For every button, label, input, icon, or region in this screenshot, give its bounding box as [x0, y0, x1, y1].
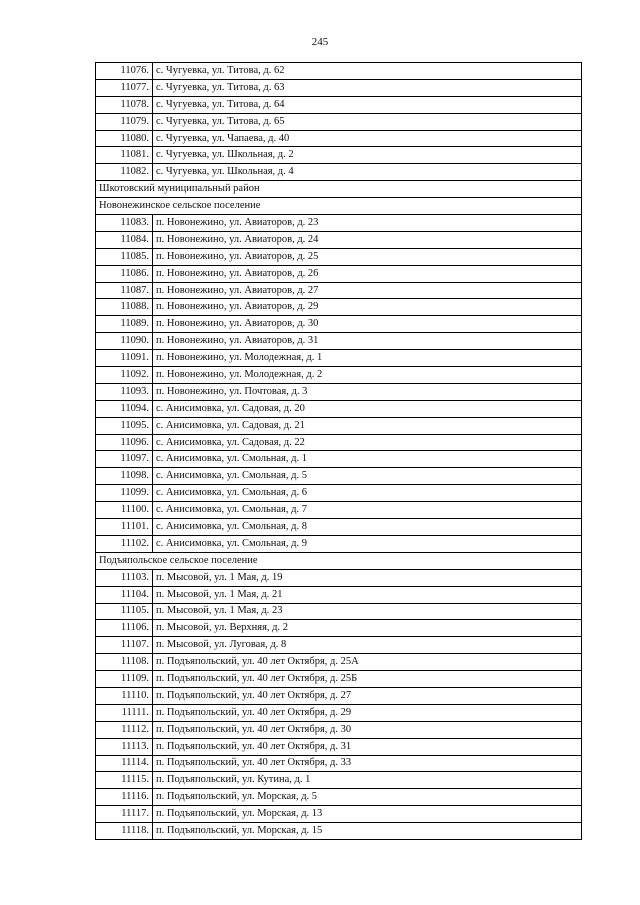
- row-address: п. Подъяпольский, ул. 40 лет Октября, д. 29: [153, 704, 582, 721]
- row-number: 11092.: [96, 367, 153, 384]
- table-row: [96, 96, 582, 113]
- row-address: п. Новонежино, ул. Авиаторов, д. 27: [153, 282, 582, 299]
- table-row: [96, 772, 582, 789]
- section-heading: Шкотовский муниципальный район: [96, 181, 582, 198]
- row-number: 11113.: [96, 738, 153, 755]
- row-address: с. Анисимовка, ул. Садовая, д. 22: [153, 434, 582, 451]
- row-address: п. Подъяпольский, ул. Морская, д. 15: [153, 823, 582, 840]
- row-number: 11079.: [96, 113, 153, 130]
- row-address: с. Анисимовка, ул. Садовая, д. 20: [153, 400, 582, 417]
- table-row: [96, 485, 582, 502]
- table-row: [96, 654, 582, 671]
- row-number: 11095.: [96, 417, 153, 434]
- table-row: [96, 299, 582, 316]
- table-row: [96, 63, 582, 80]
- row-number: 11106.: [96, 620, 153, 637]
- row-number: 11076.: [96, 63, 153, 80]
- table-row: [96, 569, 582, 586]
- row-address: п. Мысовой, ул. Верхняя, д. 2: [153, 620, 582, 637]
- table-row: [96, 130, 582, 147]
- table-row: [96, 248, 582, 265]
- row-address: с. Чугуевка, ул. Школьная, д. 4: [153, 164, 582, 181]
- row-number: 11100.: [96, 502, 153, 519]
- table-row: [96, 79, 582, 96]
- row-address: п. Подъяпольский, ул. 40 лет Октября, д. 33: [153, 755, 582, 772]
- row-address: п. Подъяпольский, ул. 40 лет Октября, д. 30: [153, 721, 582, 738]
- table-row: [96, 603, 582, 620]
- row-address: п. Мысовой, ул. 1 Мая, д. 19: [153, 569, 582, 586]
- row-address: с. Анисимовка, ул. Смольная, д. 8: [153, 519, 582, 536]
- row-number: 11091.: [96, 350, 153, 367]
- table-row: [96, 350, 582, 367]
- table-row: [96, 806, 582, 823]
- row-address: п. Новонежино, ул. Авиаторов, д. 25: [153, 248, 582, 265]
- table-row: [96, 637, 582, 654]
- table-row: [96, 367, 582, 384]
- table-row: [96, 417, 582, 434]
- table-row: [96, 282, 582, 299]
- row-number: 11096.: [96, 434, 153, 451]
- row-number: 11090.: [96, 333, 153, 350]
- row-address: п. Мысовой, ул. Луговая, д. 8: [153, 637, 582, 654]
- table-row: [96, 789, 582, 806]
- row-address: с. Анисимовка, ул. Смольная, д. 7: [153, 502, 582, 519]
- row-number: 11077.: [96, 79, 153, 96]
- row-number: 11099.: [96, 485, 153, 502]
- row-number: 11105.: [96, 603, 153, 620]
- row-address: с. Чугуевка, ул. Титова, д. 63: [153, 79, 582, 96]
- row-number: 11088.: [96, 299, 153, 316]
- row-number: 11117.: [96, 806, 153, 823]
- row-number: 11111.: [96, 704, 153, 721]
- row-number: 11087.: [96, 282, 153, 299]
- row-address: п. Подъяпольский, ул. Морская, д. 5: [153, 789, 582, 806]
- row-number: 11101.: [96, 519, 153, 536]
- row-address: с. Чугуевка, ул. Чапаева, д. 40: [153, 130, 582, 147]
- row-address: с. Анисимовка, ул. Смольная, д. 9: [153, 535, 582, 552]
- table-row: [96, 147, 582, 164]
- table-row: [96, 671, 582, 688]
- row-address: с. Чугуевка, ул. Титова, д. 62: [153, 63, 582, 80]
- row-address: п. Подъяпольский, ул. 40 лет Октября, д. 27: [153, 687, 582, 704]
- table-row: [96, 586, 582, 603]
- row-address: п. Мысовой, ул. 1 Мая, д. 21: [153, 586, 582, 603]
- row-number: 11084.: [96, 231, 153, 248]
- address-registry-table: [95, 62, 582, 840]
- row-number: 11080.: [96, 130, 153, 147]
- row-number: 11107.: [96, 637, 153, 654]
- row-number: 11116.: [96, 789, 153, 806]
- table-row: [96, 400, 582, 417]
- table-row: [96, 215, 582, 232]
- row-number: 11081.: [96, 147, 153, 164]
- row-address: с. Анисимовка, ул. Смольная, д. 6: [153, 485, 582, 502]
- table-row: [96, 535, 582, 552]
- row-address: п. Новонежино, ул. Молодежная, д. 1: [153, 350, 582, 367]
- row-address: п. Новонежино, ул. Авиаторов, д. 24: [153, 231, 582, 248]
- row-number: 11078.: [96, 96, 153, 113]
- row-number: 11114.: [96, 755, 153, 772]
- table-row: [96, 113, 582, 130]
- table-row: [96, 738, 582, 755]
- row-number: 11085.: [96, 248, 153, 265]
- row-number: 11097.: [96, 451, 153, 468]
- row-number: 11110.: [96, 687, 153, 704]
- table-row: [96, 164, 582, 181]
- section-heading: Подъяпольское сельское поселение: [96, 552, 582, 569]
- row-address: п. Новонежино, ул. Молодежная, д. 2: [153, 367, 582, 384]
- row-number: 11102.: [96, 535, 153, 552]
- table-row: [96, 704, 582, 721]
- section-row: [96, 181, 582, 198]
- row-number: 11093.: [96, 383, 153, 400]
- row-number: 11112.: [96, 721, 153, 738]
- row-number: 11108.: [96, 654, 153, 671]
- section-row: [96, 198, 582, 215]
- row-address: п. Новонежино, ул. Авиаторов, д. 26: [153, 265, 582, 282]
- row-address: с. Чугуевка, ул. Школьная, д. 2: [153, 147, 582, 164]
- table-row: [96, 316, 582, 333]
- table-row: [96, 823, 582, 840]
- row-address: п. Подъяпольский, ул. 40 лет Октября, д. 25А: [153, 654, 582, 671]
- row-address: п. Подъяпольский, ул. Морская, д. 13: [153, 806, 582, 823]
- table-row: [96, 519, 582, 536]
- row-address: с. Чугуевка, ул. Титова, д. 64: [153, 96, 582, 113]
- table-row: [96, 451, 582, 468]
- table-row: [96, 721, 582, 738]
- row-number: 11118.: [96, 823, 153, 840]
- row-address: п. Подъяпольский, ул. 40 лет Октября, д. 25Б: [153, 671, 582, 688]
- table-row: [96, 383, 582, 400]
- row-number: 11103.: [96, 569, 153, 586]
- section-heading: Новонежинское сельское поселение: [96, 198, 582, 215]
- row-number: 11104.: [96, 586, 153, 603]
- registry-body: [96, 63, 582, 840]
- row-address: п. Мысовой, ул. 1 Мая, д. 23: [153, 603, 582, 620]
- row-number: 11083.: [96, 215, 153, 232]
- row-number: 11089.: [96, 316, 153, 333]
- row-address: с. Анисимовка, ул. Смольная, д. 5: [153, 468, 582, 485]
- row-number: 11109.: [96, 671, 153, 688]
- row-address: п. Подъяпольский, ул. 40 лет Октября, д. 31: [153, 738, 582, 755]
- row-number: 11094.: [96, 400, 153, 417]
- row-address: с. Анисимовка, ул. Смольная, д. 1: [153, 451, 582, 468]
- row-address: п. Новонежино, ул. Авиаторов, д. 30: [153, 316, 582, 333]
- table-row: [96, 333, 582, 350]
- row-address: п. Новонежино, ул. Авиаторов, д. 29: [153, 299, 582, 316]
- row-address: п. Новонежино, ул. Почтовая, д. 3: [153, 383, 582, 400]
- table-row: [96, 231, 582, 248]
- row-address: п. Новонежино, ул. Авиаторов, д. 23: [153, 215, 582, 232]
- table-row: [96, 755, 582, 772]
- row-number: 11082.: [96, 164, 153, 181]
- row-address: п. Подъяпольский, ул. Кутина, д. 1: [153, 772, 582, 789]
- table-row: [96, 620, 582, 637]
- page-number: 245: [311, 36, 329, 48]
- table-row: [96, 434, 582, 451]
- row-address: п. Новонежино, ул. Авиаторов, д. 31: [153, 333, 582, 350]
- row-address: с. Анисимовка, ул. Садовая, д. 21: [153, 417, 582, 434]
- table-row: [96, 468, 582, 485]
- table-row: [96, 687, 582, 704]
- row-number: 11115.: [96, 772, 153, 789]
- table-row: [96, 265, 582, 282]
- table-row: [96, 502, 582, 519]
- row-number: 11098.: [96, 468, 153, 485]
- section-row: [96, 552, 582, 569]
- row-number: 11086.: [96, 265, 153, 282]
- row-address: с. Чугуевка, ул. Титова, д. 65: [153, 113, 582, 130]
